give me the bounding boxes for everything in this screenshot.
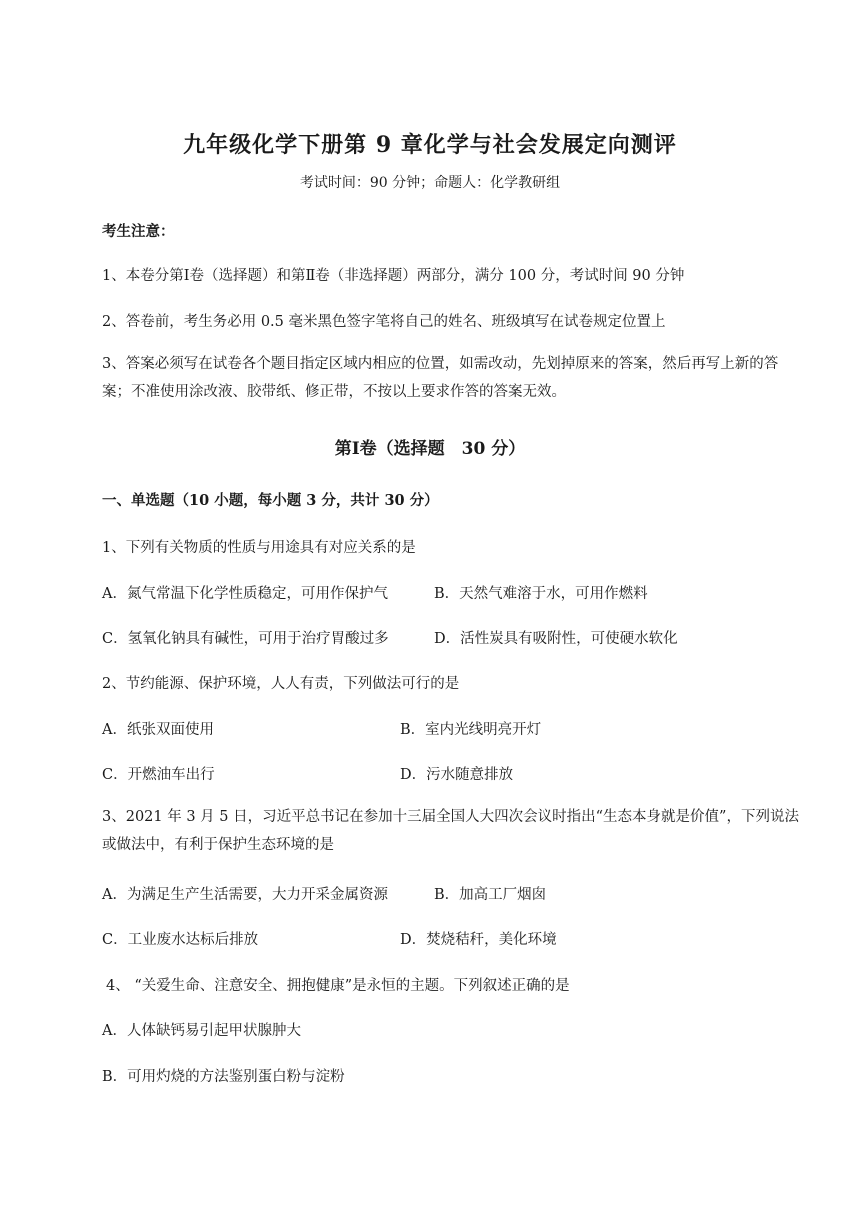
- notice-item: 1、本卷分第Ⅰ卷（选择题）和第Ⅱ卷（非选择题）两部分，满分 100 分，考试时间 90 分钟: [102, 268, 685, 284]
- question-option: D．活性炭具有吸附性，可使硬水软化: [434, 631, 678, 647]
- question-option: B．天然气难溶于水，可用作燃料: [434, 586, 648, 602]
- question-option: C．开燃油车出行: [102, 767, 215, 783]
- question-option: A．氮气常温下化学性质稳定，可用作保护气: [102, 586, 388, 602]
- question-option: A．纸张双面使用: [102, 722, 214, 738]
- question-stem: 3、2021 年 3 月 5 日，习近平总书记在参加十三届全国人大四次会议时指出“生态本身就是价值”，下列说法或做法中，有利于保护生态环境的是: [102, 809, 799, 853]
- question-stem: 1、下列有关物质的性质与用途具有对应关系的是: [102, 540, 416, 556]
- notice-item: 3、答案必须写在试卷各个题目指定区域内相应的位置，如需改动，先划掉原来的答案，然后再写上新的答案；不准使用涂改液、胶带纸、修正带，不按以上要求作答的答案无效。: [102, 356, 779, 400]
- question-option: A．人体缺钙易引起甲状腺肿大: [102, 1023, 301, 1039]
- question-option: C．工业废水达标后排放: [102, 932, 259, 948]
- question-option: C．氢氧化钠具有碱性，可用于治疗胃酸过多: [102, 631, 389, 647]
- question-option: B．室内光线明亮开灯: [400, 722, 542, 738]
- page-title: 九年级化学下册第 9 章化学与社会发展定向测评: [183, 132, 677, 158]
- question-option: D．焚烧秸秆，美化环境: [400, 932, 557, 948]
- question-option: B．可用灼烧的方法鉴别蛋白粉与淀粉: [102, 1069, 345, 1085]
- question-option: D．污水随意排放: [400, 767, 514, 783]
- part-heading: 一、单选题（10 小题，每小题 3 分，共计 30 分）: [102, 492, 439, 509]
- question-stem: 4、 “关爱生命、注意安全、拥抱健康”是永恒的主题。下列叙述正确的是: [106, 978, 570, 994]
- notice-item: 2、答卷前，考生务必用 0.5 毫米黑色签字笔将自己的姓名、班级填写在试卷规定位置上: [102, 314, 666, 330]
- exam-info: 考试时间：90 分钟；命题人：化学教研组: [299, 175, 561, 191]
- question-option: A．为满足生产生活需要，大力开采金属资源: [102, 887, 388, 903]
- question-stem: 2、节约能源、保护环境，人人有责，下列做法可行的是: [102, 676, 460, 692]
- section-title: 第Ⅰ卷（选择题 30 分）: [334, 439, 526, 459]
- notice-heading: 考生注意：: [102, 223, 175, 240]
- question-option: B．加高工厂烟囱: [434, 887, 547, 903]
